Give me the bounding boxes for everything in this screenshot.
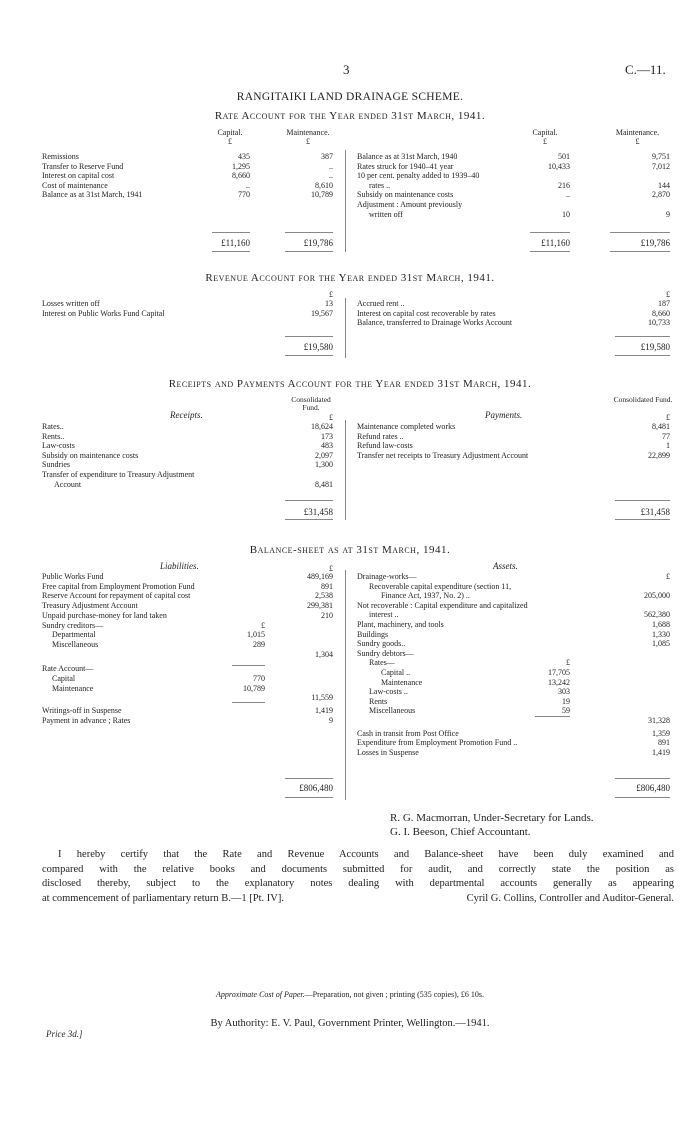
rate-right-label: Balance as at 31st March, 1940 bbox=[357, 152, 458, 161]
asset-value: 1,419 bbox=[652, 747, 670, 757]
asset-label: Sundry debtors— bbox=[357, 648, 414, 658]
rate-total-right-maintenance: £19,786 bbox=[640, 238, 670, 248]
liability-label: Miscellaneous bbox=[52, 639, 99, 649]
liability-value: 11,559 bbox=[311, 693, 333, 703]
payment-value: 22,899 bbox=[648, 450, 670, 460]
rule bbox=[530, 232, 570, 233]
receipt-value: 483 bbox=[321, 441, 333, 451]
liability-label: Treasury Adjustment Account bbox=[42, 601, 138, 611]
liability-label: Payment in advance ; Rates bbox=[42, 715, 131, 725]
rule bbox=[285, 355, 333, 356]
liability-sub-value: 10,789 bbox=[243, 683, 265, 693]
liability-label: Capital bbox=[52, 674, 76, 683]
receipts-col-head: Consolidated Fund. bbox=[291, 395, 331, 412]
liability-sub-value: 1,015 bbox=[247, 630, 265, 640]
liability-value: 1,419 bbox=[315, 706, 333, 716]
receipts-total: £31,458 bbox=[303, 507, 333, 517]
asset-value: 562,380 bbox=[644, 610, 670, 620]
rule bbox=[285, 251, 333, 252]
assets-heading: Assets. bbox=[493, 561, 518, 571]
revenue-right-value: 8,660 bbox=[652, 308, 670, 318]
liability-label: Free capital from Employment Promotion Fund bbox=[42, 581, 195, 591]
rule bbox=[232, 665, 265, 666]
rate-left-maintenance: 8,610 bbox=[315, 180, 333, 190]
liability-value: 9 bbox=[329, 715, 333, 725]
asset-value: 1,330 bbox=[652, 629, 670, 639]
rate-right-capital: 216 bbox=[558, 180, 570, 190]
revenue-left-label: Losses written off bbox=[42, 299, 100, 308]
page-number: 3 bbox=[343, 62, 350, 77]
rate-right-label: Rates struck for 1940–41 year bbox=[357, 161, 454, 171]
balance-column-divider bbox=[345, 570, 346, 800]
cost-text: —Preparation, not given ; printing (535 copies), £6 10s. bbox=[304, 990, 484, 999]
payment-label: Refund rates .. bbox=[357, 431, 404, 441]
asset-label: Sundry goods.. bbox=[357, 639, 406, 649]
liability-value: 891 bbox=[321, 581, 333, 591]
receipt-value: 173 bbox=[321, 431, 333, 441]
payment-value: 8,481 bbox=[652, 422, 670, 431]
rule bbox=[285, 336, 333, 337]
rule bbox=[285, 519, 333, 520]
asset-value: 891 bbox=[658, 738, 670, 748]
liability-label: Rate Account— bbox=[42, 664, 94, 674]
payment-label: Maintenance completed works bbox=[357, 422, 456, 431]
revenue-account-title: Revenue Account for the Year ended 31st March, 1941. bbox=[205, 272, 495, 284]
assets-total: £806,480 bbox=[636, 783, 670, 793]
asset-label: Not recoverable : Capital expenditure and capitalized bbox=[357, 600, 528, 610]
receipt-label: Transfer of expenditure to Treasury Adjustment bbox=[42, 470, 195, 479]
rate-left-capital: 8,660 bbox=[232, 171, 250, 181]
certificate-signer: Cyril G. Collins, Controller and Auditor-General. bbox=[466, 892, 674, 904]
asset-sub-value: 17,705 bbox=[548, 668, 570, 677]
asset-label: Buildings bbox=[357, 629, 389, 639]
liability-value: 299,381 bbox=[307, 601, 333, 611]
receipt-value: 1,300 bbox=[315, 460, 333, 470]
cost-of-paper bbox=[0, 990, 700, 999]
price: Price 3d.] bbox=[46, 1029, 83, 1039]
rate-right-unit-maintenance: £ bbox=[635, 137, 640, 146]
rate-left-label: Transfer to Reserve Fund bbox=[42, 161, 124, 171]
rule bbox=[285, 797, 333, 798]
rate-left-label: Balance as at 31st March, 1941 bbox=[42, 190, 143, 200]
signature-chief-accountant: G. I. Beeson, Chief Accountant. bbox=[390, 826, 531, 838]
liability-sub-value: 289 bbox=[253, 639, 265, 649]
rate-right-label: Adjustment : Amount previously bbox=[357, 200, 463, 209]
payment-value: 1 bbox=[666, 441, 670, 451]
rate-left-capital: .. bbox=[246, 180, 250, 190]
receipt-label: Subsidy on maintenance costs bbox=[42, 450, 139, 460]
rule bbox=[615, 519, 670, 520]
receipt-value: 8,481 bbox=[315, 479, 333, 489]
rate-right-maintenance: 7,012 bbox=[652, 161, 670, 171]
asset-label: Expenditure from Employment Promotion Fund .. bbox=[357, 738, 518, 748]
asset-label: Capital .. bbox=[381, 668, 411, 677]
rule bbox=[615, 778, 670, 779]
receipts-payments-title: Receipts and Payments Account for the Year ended 31st March, 1941. bbox=[168, 378, 532, 390]
rate-right-capital: 10,433 bbox=[548, 161, 570, 171]
rate-left-capital: 770 bbox=[238, 190, 250, 200]
receipts-heading: Receipts. bbox=[170, 410, 203, 420]
liability-label: Maintenance bbox=[52, 683, 94, 693]
liability-value: 2,538 bbox=[315, 591, 333, 601]
asset-label: Losses in Suspense bbox=[357, 747, 419, 757]
receipt-label: Rents.. bbox=[42, 431, 65, 441]
liability-value: 1,304 bbox=[315, 649, 333, 659]
asset-label: Drainage-works— bbox=[357, 572, 417, 581]
receipt-value: 2,097 bbox=[315, 450, 333, 460]
rate-right-head-capital: Capital. bbox=[532, 128, 558, 137]
liability-label: Unpaid purchase-money for land taken bbox=[42, 610, 167, 620]
revenue-left-label: Interest on Public Works Fund Capital bbox=[42, 308, 165, 318]
liability-label: Writings-off in Suspense bbox=[42, 706, 122, 716]
asset-label: Recoverable capital expenditure (section 11, bbox=[369, 581, 512, 591]
liability-sub-value: £ bbox=[261, 620, 265, 630]
asset-label: Plant, machinery, and tools bbox=[357, 620, 444, 629]
rate-right-label: 10 per cent. penalty added to 1939–40 bbox=[357, 171, 480, 181]
revenue-right-value: 10,733 bbox=[648, 318, 670, 328]
rate-right-capital: 10 bbox=[562, 209, 570, 219]
revenue-total-left: £19,580 bbox=[303, 342, 333, 352]
payments-col-head: Consolidated Fund. bbox=[613, 395, 673, 404]
receipts-column-divider bbox=[345, 420, 346, 520]
rate-left-label: Cost of maintenance bbox=[42, 180, 108, 190]
rule bbox=[285, 778, 333, 779]
rule bbox=[615, 355, 670, 356]
revenue-left-value: 19,567 bbox=[311, 308, 333, 318]
asset-label: Rents bbox=[369, 696, 388, 706]
rate-left-head-capital: Capital. bbox=[217, 128, 243, 137]
certificate-line: compared with the relative books and documents submitted for audit, and correctly state the position as bbox=[42, 863, 674, 875]
asset-label: Law-costs .. bbox=[369, 687, 408, 697]
rate-total-right-capital: £11,160 bbox=[541, 238, 570, 248]
asset-sub-value: 59 bbox=[562, 706, 570, 716]
rule bbox=[535, 716, 570, 717]
rule bbox=[615, 797, 670, 798]
payment-value: 77 bbox=[662, 431, 670, 441]
revenue-left-unit: £ bbox=[329, 290, 333, 299]
rate-left-label: Interest on capital cost bbox=[42, 171, 115, 181]
rate-left-capital: 1,295 bbox=[232, 161, 250, 171]
rate-account-title: Rate Account for the Year ended 31st March, 1941. bbox=[214, 110, 486, 122]
liability-label: Departmental bbox=[52, 630, 96, 640]
asset-sub-value: 19 bbox=[562, 696, 570, 706]
payments-unit: £ bbox=[666, 413, 670, 422]
rate-left-unit-capital: £ bbox=[228, 137, 232, 146]
rule bbox=[615, 336, 670, 337]
certificate-last-line bbox=[42, 892, 674, 907]
rate-total-left-capital: £11,160 bbox=[221, 238, 250, 248]
rate-left-maintenance: 10,789 bbox=[311, 190, 333, 200]
liability-value: 210 bbox=[321, 610, 333, 620]
receipt-label: Sundries bbox=[42, 460, 70, 470]
certificate-line: at commencement of parliamentary return B.—1 [Pt. IV]. bbox=[42, 892, 285, 904]
asset-sub-value: 13,242 bbox=[548, 677, 570, 687]
revenue-right-label: Interest on capital cost recoverable by rates bbox=[357, 308, 496, 318]
liabilities-unit: £ bbox=[329, 564, 333, 573]
certificate-line: I hereby certify that the Rate and Revenue Accounts and Balance-sheet have been duly examined and bbox=[58, 849, 674, 860]
asset-label: Rates— bbox=[369, 658, 395, 668]
rate-total-left-maintenance: £19,786 bbox=[303, 238, 333, 248]
rate-left-maintenance: .. bbox=[329, 161, 333, 171]
liability-label: Sundry creditors— bbox=[42, 620, 104, 630]
rate-right-maintenance: 9,751 bbox=[652, 152, 670, 161]
asset-sub-value: 303 bbox=[558, 687, 570, 697]
rate-left-head-maintenance: Maintenance. bbox=[286, 128, 330, 137]
rate-right-capital: 501 bbox=[558, 152, 570, 161]
rule bbox=[232, 702, 265, 703]
asset-value: 205,000 bbox=[644, 591, 670, 601]
rule bbox=[610, 251, 670, 252]
payments-heading: Payments. bbox=[485, 410, 523, 420]
revenue-column-divider bbox=[345, 298, 346, 358]
rule bbox=[285, 500, 333, 501]
certificate-line: disclosed thereby, subject to the explanatory notes dealing with departmental accounts generally as appearing bbox=[42, 878, 674, 889]
rate-right-label: rates .. bbox=[369, 180, 391, 190]
liabilities-heading: Liabilities. bbox=[160, 561, 199, 571]
rate-column-divider bbox=[345, 150, 346, 252]
rate-left-unit-maintenance: £ bbox=[306, 137, 310, 146]
receipt-label: Account bbox=[54, 479, 82, 489]
rule bbox=[615, 500, 670, 501]
revenue-right-value: 187 bbox=[658, 299, 670, 308]
asset-value: 1,359 bbox=[652, 728, 670, 738]
revenue-right-label: Accrued rent .. bbox=[357, 299, 405, 308]
rule bbox=[212, 232, 250, 233]
rule bbox=[285, 232, 333, 233]
signature-under-secretary: R. G. Macmorran, Under-Secretary for Lands. bbox=[390, 812, 594, 824]
liabilities-total: £806,480 bbox=[299, 783, 333, 793]
revenue-total-right: £19,580 bbox=[640, 342, 670, 352]
rate-right-label: Subsidy on maintenance costs bbox=[357, 190, 454, 200]
revenue-left-value: 13 bbox=[325, 299, 333, 308]
rate-left-capital: 435 bbox=[238, 152, 250, 161]
balance-sheet-title: Balance-sheet as at 31st March, 1941. bbox=[249, 544, 451, 556]
asset-value: 1,688 bbox=[652, 620, 670, 629]
asset-value: £ bbox=[666, 572, 670, 581]
asset-value: 1,085 bbox=[652, 639, 670, 649]
printer-authority: By Authority: E. V. Paul, Government Printer, Wellington.—1941. bbox=[210, 1018, 490, 1029]
liability-label: Public Works Fund bbox=[42, 572, 104, 581]
main-title: RANGITAIKI LAND DRAINAGE SCHEME. bbox=[236, 91, 464, 103]
receipts-unit: £ bbox=[329, 413, 333, 422]
receipt-value: 18,624 bbox=[311, 422, 333, 431]
receipt-label: Law-costs bbox=[42, 441, 75, 451]
payments-total: £31,458 bbox=[640, 507, 670, 517]
rate-right-label: written off bbox=[369, 209, 403, 219]
asset-label: Miscellaneous bbox=[369, 706, 416, 716]
rate-right-maintenance: 2,870 bbox=[652, 190, 670, 200]
audit-certificate bbox=[42, 848, 674, 906]
asset-sub-value: £ bbox=[566, 658, 570, 668]
document-reference: C.—11. bbox=[625, 62, 666, 77]
revenue-right-label: Balance, transferred to Drainage Works Account bbox=[357, 318, 513, 328]
rule bbox=[212, 251, 250, 252]
rate-left-maintenance: 387 bbox=[321, 152, 333, 161]
asset-label: Cash in transit from Post Office bbox=[357, 728, 459, 738]
rate-left-maintenance: .. bbox=[329, 171, 333, 181]
rule bbox=[530, 251, 570, 252]
cost-label: Approximate Cost of Paper. bbox=[216, 990, 305, 999]
rate-right-head-maintenance: Maintenance. bbox=[615, 128, 660, 137]
rate-right-capital: .. bbox=[566, 190, 570, 200]
rate-right-maintenance: 9 bbox=[666, 209, 670, 219]
liability-sub-value: 770 bbox=[253, 674, 265, 683]
asset-value: 31,328 bbox=[648, 716, 670, 725]
rate-left-label: Remissions bbox=[42, 152, 79, 161]
payment-label: Refund law-costs bbox=[357, 441, 413, 451]
asset-label: Maintenance bbox=[381, 677, 423, 687]
payment-label: Transfer net receipts to Treasury Adjustment Account bbox=[357, 450, 529, 460]
rate-right-maintenance: 144 bbox=[658, 180, 670, 190]
asset-label: Finance Act, 1937, No. 2) .. bbox=[381, 591, 470, 601]
liability-label: Reserve Account for repayment of capital cost bbox=[42, 591, 191, 601]
asset-label: interest .. bbox=[369, 610, 399, 620]
rate-right-unit-capital: £ bbox=[543, 137, 547, 146]
liability-value: 489,169 bbox=[307, 572, 333, 581]
receipt-label: Rates.. bbox=[42, 422, 64, 431]
revenue-right-unit: £ bbox=[666, 290, 670, 299]
rule bbox=[610, 232, 670, 233]
